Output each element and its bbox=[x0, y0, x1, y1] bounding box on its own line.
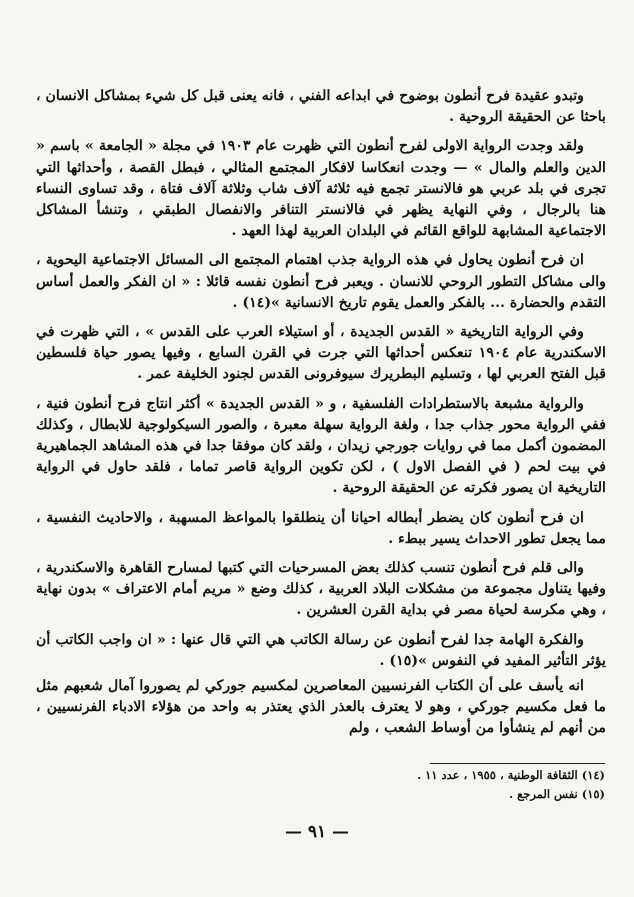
paragraph: وفي الرواية التاريخية « القدس الجديدة ، أو استيلاء العرب على القدس » ، التي ظهرت في الاسكندرية عام ١٩٠٤ تنعكس أحداثها التي جرت في القرن السابع ، وفيها يصور حياة فلسطين قبل الفتح العربي لها ، وتسليم البطريرك سيوفرونى القدس لجنود الخليفة عمر . bbox=[36, 324, 606, 383]
paragraph: ان فرح أنطون يحاول في هذه الرواية جذب اهتمام المجتمع الى المسائل الاجتماعية اليحوية ، والى مشاكل التطور الروحي للانسان . ويعبر فرح أنطون نفسه قائلا : « ان الفكر والعمل أساس التقدم والحضارة ... بالفكر والعمل يقوم تاريخ الانسانية »(١٤) . bbox=[36, 252, 606, 311]
footnotes bbox=[300, 766, 605, 804]
paragraph: والرواية مشبعة بالاستطرادات الفلسفية ، و « القدس الجديدة » أكثر انتاج فرح أنطون فنية ، ففي الرواية محور جذاب جدا ، ولغة الرواية سهلة معبرة ، والصور السيكولوجية للابطال ، وكذلك المضمون أكمل مما في روايات جورجي زيدان ، ولقد كان موفقا جدا في هذه المشاهد الجماهيرية في بيت لحم ( في الفصل الاول ) ، لكن تكوين الرواية قاصر تماما ، فلقد حاول في الرواية التاريخية ان يصور فكرته عن الحقيقة الروحية . bbox=[36, 395, 606, 497]
footnote: (١٥) نفس المرجع . bbox=[509, 787, 605, 801]
paragraph: ولقد وجدت الرواية الاولى لفرح أنطون التي ظهرت عام ١٩٠٣ في مجلة « الجامعة » باسم « الدين والعلم والمال » — وجدت انعكاسا لافكار المجتمع المثالي ، فبطل القصة ، وأحداثها التي تجرى في بلد عربي هو فالانستر تجمع فيه ثلاثة آلاف شاب وثلاثة آلاف فتاة ، وقد تساوى النساء هنا بالرجال ، وفي النهاية يظهر في فالانستر التنافر والانفصال الطبقي ، وتنشأ المشاكل الاجتماعية المشابهة للواقع القائم في البلدان العربية لهذا العهد . bbox=[36, 138, 606, 240]
page-number: — ٩١ — bbox=[284, 822, 350, 842]
body-text bbox=[36, 86, 606, 748]
paragraph: ان فرح أنطون كان يضطر أبطاله احيانا أن ينطلقوا بالمواعظ المسهبة ، والاحاديث النفسية ، مما يجعل تطور الاحداث يسير ببطء . bbox=[36, 509, 606, 547]
paragraph: والفكرة الهامة جدا لفرح أنطون عن رسالة الكاتب هي التي قال عنها : « ان واجب الكاتب أن يؤثر التأثير المفيد في النفوس »(١٥) . bbox=[36, 631, 606, 669]
footnote: (١٤) الثقافة الوطنية ، ١٩٥٥ ، عدد ١١ . bbox=[417, 768, 605, 782]
paragraph: وتبدو عقيدة فرح أنطون بوضوح في ابداعه الفني ، فانه يعنى قبل كل شيء بمشاكل الانسان ، باحثا عن الحقيقة الروحية . bbox=[36, 88, 606, 126]
paragraph: انه يأسف على أن الكتاب الفرنسيين المعاصرين لمكسيم جوركي لم يصوروا آمال شعبهم مثل ما فعل مكسيم جوركي ، وهو لا يعترف بالعذر الذي يعتذر به واحد من هؤلاء الادباء الفرنسيين ، من أنهم لم ينشأوا من أوساط الشعب ، ولم bbox=[36, 678, 606, 737]
paragraph: والى قلم فرح أنطون تنسب كذلك بعض المسرحيات التي كتبها لمسارح القاهرة والاسكندرية ، وفيها يتناول مجموعة من مشكلات البلاد العربية ، كذلك وضع « مريم أمام الاعتراف » بدون نهاية ، وهي مكرسة لحياة مصر في بداية القرن العشرين . bbox=[36, 560, 606, 619]
footnote-divider bbox=[430, 763, 605, 764]
